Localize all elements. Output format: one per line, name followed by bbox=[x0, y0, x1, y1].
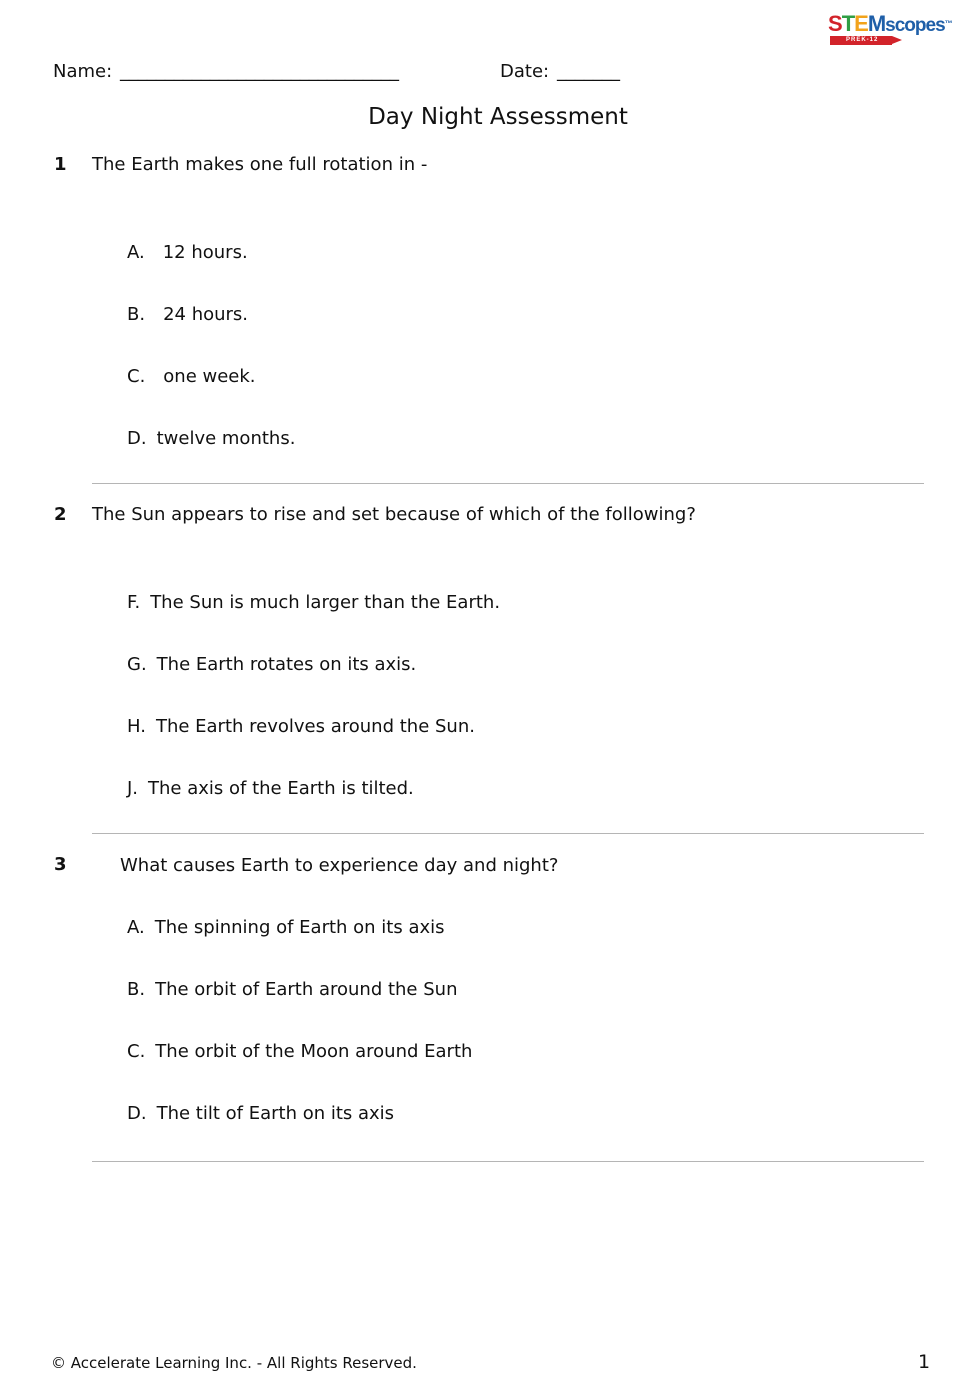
copyright-notice: © Accelerate Learning Inc. - All Rights Reserved. bbox=[51, 1354, 417, 1372]
logo-t-letter: T bbox=[841, 11, 855, 36]
answer-choice[interactable] bbox=[127, 366, 256, 387]
choice-text: The tilt of Earth on its axis bbox=[156, 1103, 395, 1124]
answer-choice[interactable] bbox=[127, 304, 248, 325]
choice-letter: J. bbox=[127, 778, 139, 799]
answer-choice[interactable] bbox=[127, 979, 457, 1000]
choice-text: The Sun is much larger than the Earth. bbox=[150, 592, 501, 613]
logo-m-letter: M bbox=[867, 11, 886, 36]
choice-letter: F. bbox=[127, 592, 141, 613]
question-number: 1 bbox=[54, 154, 67, 175]
question-divider bbox=[92, 1161, 924, 1162]
answer-choice[interactable] bbox=[127, 654, 416, 675]
choice-text: The spinning of Earth on its axis bbox=[154, 917, 445, 938]
choice-text: The Earth revolves around the Sun. bbox=[155, 716, 475, 737]
question-divider bbox=[92, 833, 924, 834]
choice-letter: D. bbox=[127, 428, 147, 449]
logo-wordmark bbox=[828, 12, 952, 38]
page-number: 1 bbox=[918, 1351, 931, 1373]
answer-choice[interactable] bbox=[127, 1041, 472, 1062]
logo-s-letter: S bbox=[828, 11, 842, 36]
question-text: The Sun appears to rise and set because of which of the following? bbox=[92, 504, 696, 525]
logo-e-letter: E bbox=[854, 11, 868, 36]
choice-letter: A. bbox=[127, 917, 145, 938]
choice-text: 24 hours. bbox=[163, 304, 249, 325]
question-divider bbox=[92, 483, 924, 484]
stemscopes-logo bbox=[828, 11, 952, 46]
logo-grade-band: PREK-12 bbox=[846, 37, 879, 43]
choice-text: twelve months. bbox=[156, 428, 296, 449]
choice-letter: B. bbox=[127, 304, 146, 325]
answer-choice[interactable] bbox=[127, 917, 445, 938]
answer-choice[interactable] bbox=[127, 1103, 394, 1124]
choice-text: The orbit of the Moon around Earth bbox=[155, 1041, 473, 1062]
choice-letter: H. bbox=[127, 716, 146, 737]
choice-letter: G. bbox=[127, 654, 147, 675]
logo-trademark: ™ bbox=[944, 19, 952, 28]
name-line: _______________________________ bbox=[120, 61, 399, 82]
question-number: 3 bbox=[54, 854, 67, 875]
choice-text: one week. bbox=[163, 366, 256, 387]
answer-choice[interactable] bbox=[127, 592, 500, 613]
logo-arrow-tip bbox=[892, 36, 902, 44]
choice-text: The Earth rotates on its axis. bbox=[156, 654, 417, 675]
choice-letter: B. bbox=[127, 979, 146, 1000]
name-label: Name: bbox=[53, 61, 113, 82]
answer-choice[interactable] bbox=[127, 716, 475, 737]
question-number: 2 bbox=[54, 504, 67, 525]
choice-text: The axis of the Earth is tilted. bbox=[148, 778, 414, 799]
choice-letter: D. bbox=[127, 1103, 147, 1124]
answer-choice[interactable] bbox=[127, 242, 248, 263]
date-line: _______ bbox=[557, 61, 620, 82]
logo-grade-band-bar bbox=[830, 36, 892, 45]
page-title: Day Night Assessment bbox=[368, 104, 628, 130]
choice-text: The orbit of Earth around the Sun bbox=[155, 979, 458, 1000]
answer-choice[interactable] bbox=[127, 778, 414, 799]
logo-scopes: scopes bbox=[885, 15, 945, 36]
choice-text: 12 hours. bbox=[162, 242, 248, 263]
choice-letter: A. bbox=[127, 242, 145, 263]
choice-letter: C. bbox=[127, 366, 146, 387]
date-label: Date: bbox=[500, 61, 550, 82]
question-text: The Earth makes one full rotation in - bbox=[92, 154, 428, 175]
question-text: What causes Earth to experience day and night? bbox=[120, 855, 559, 876]
choice-letter: C. bbox=[127, 1041, 146, 1062]
answer-choice[interactable] bbox=[127, 428, 295, 449]
